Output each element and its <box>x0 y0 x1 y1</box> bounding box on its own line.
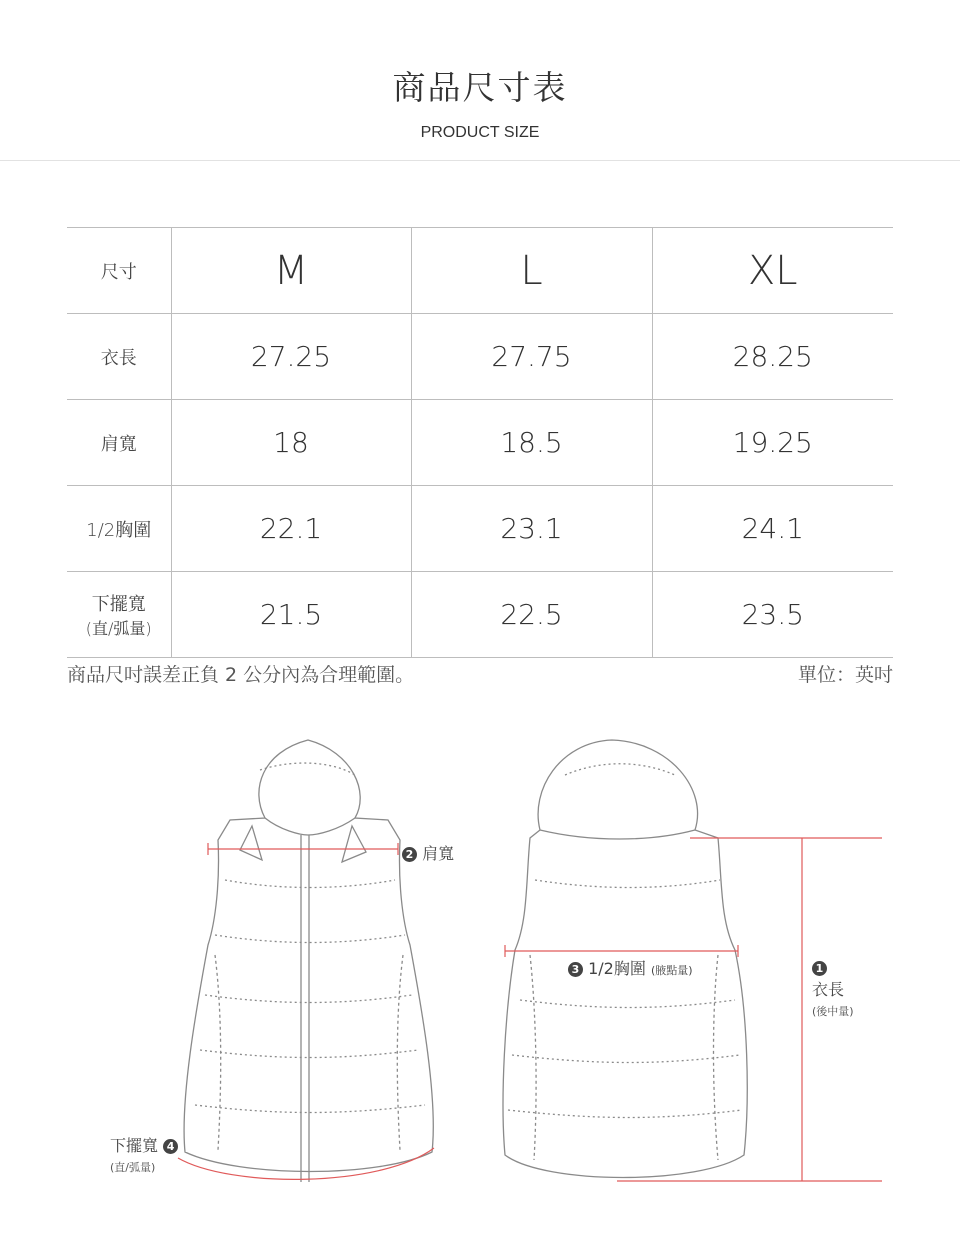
row-label: 1/2胸圍 <box>67 486 171 572</box>
cell: 28.25 <box>652 314 893 400</box>
length-sub: (後中量) <box>812 1005 854 1018</box>
cell: 27.25 <box>171 314 411 400</box>
chest-sub: (腋點量) <box>650 964 693 977</box>
size-l: L <box>411 228 652 314</box>
hem-sub: (直/弧量) <box>110 1161 156 1174</box>
hem-text: 下擺寬 <box>110 1136 159 1155</box>
table-row <box>67 400 893 486</box>
size-label: 尺寸 <box>67 228 171 314</box>
unit-note: 單位：英吋 <box>797 664 893 686</box>
length-label <box>812 958 892 1019</box>
row-label <box>67 572 171 658</box>
page-title: 商品尺寸表 <box>392 68 568 107</box>
page-header <box>0 0 960 161</box>
number-badge: 4 <box>163 1139 178 1154</box>
cell: 23.5 <box>652 572 893 658</box>
size-header-row <box>67 228 893 314</box>
tolerance-note: 商品尺吋誤差正負 2 公分內為合理範圍。 <box>67 664 415 686</box>
table-row <box>67 314 893 400</box>
row-sublabel: (直/弧量) <box>85 619 152 638</box>
cell: 27.75 <box>411 314 652 400</box>
page-subtitle: PRODUCT SIZE <box>420 124 540 141</box>
cell: 24.1 <box>652 486 893 572</box>
cell: 21.5 <box>171 572 411 658</box>
size-m: M <box>171 228 411 314</box>
chest-label <box>568 956 693 979</box>
front-vest-outline <box>184 740 433 1182</box>
number-badge: 3 <box>568 962 583 977</box>
size-table <box>67 227 893 658</box>
chest-text: 1/2胸圍 <box>588 959 646 978</box>
shoulder-label <box>402 841 454 864</box>
row-label: 肩寬 <box>67 400 171 486</box>
row-label: 衣長 <box>67 314 171 400</box>
cell: 22.1 <box>171 486 411 572</box>
cell: 22.5 <box>411 572 652 658</box>
number-badge: 2 <box>402 847 417 862</box>
table-row <box>67 486 893 572</box>
cell: 18.5 <box>411 400 652 486</box>
cell: 19.25 <box>652 400 893 486</box>
hem-label <box>110 1133 178 1175</box>
table-row <box>67 572 893 658</box>
number-badge: 1 <box>812 961 827 976</box>
cell: 18 <box>171 400 411 486</box>
row-label-main: 下擺寬 <box>91 594 146 615</box>
size-xl: XL <box>652 228 893 314</box>
shoulder-text: 肩寬 <box>422 844 455 863</box>
length-text: 衣長 <box>812 980 845 999</box>
cell: 23.1 <box>411 486 652 572</box>
